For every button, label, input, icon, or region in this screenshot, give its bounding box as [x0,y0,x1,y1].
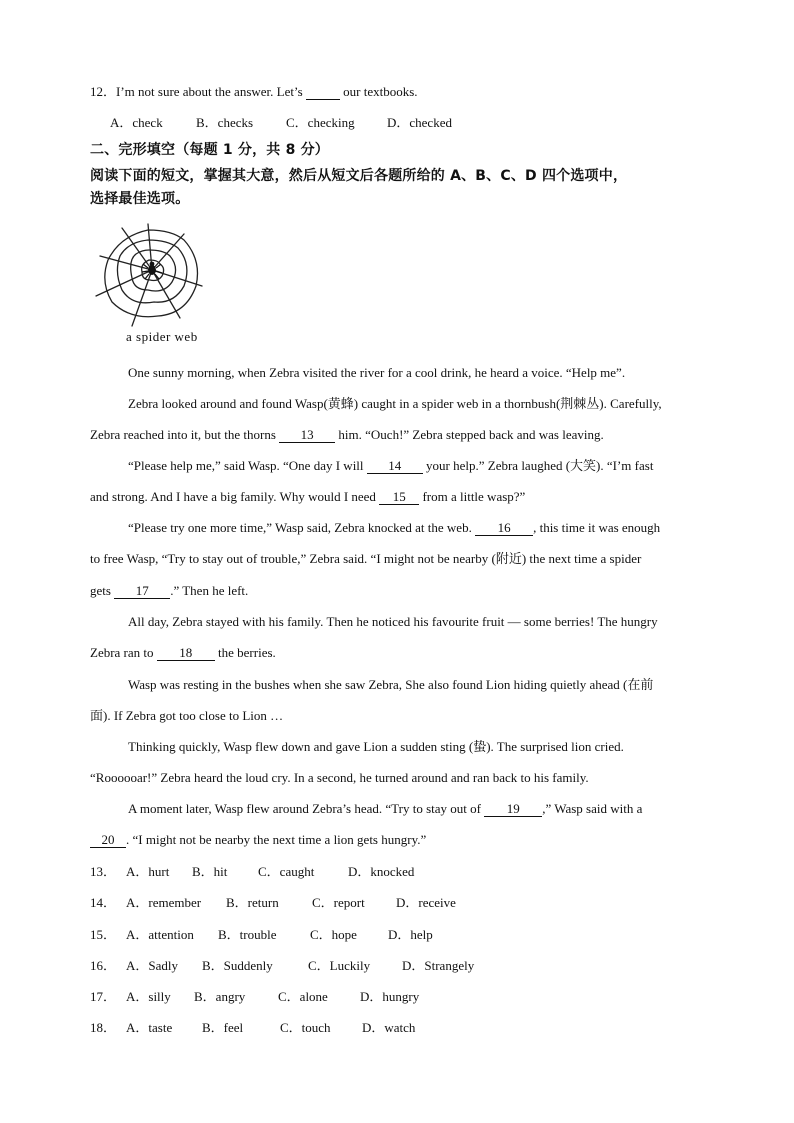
passage-paragraph-4b: to free Wasp, “Try to stay out of trouble,” Zebra said. “I might not be nearby (附近) the next time a spider [90,551,642,566]
p4c-after: .” Then he left. [170,583,249,598]
q16-option-d: D．Strangely [402,958,475,973]
blank-15: 15 [379,490,419,505]
q14-option-c: C．report [312,895,365,910]
q12-option-c: C．checking [286,115,355,130]
question-14 [90,894,704,912]
q13-option-a: A．hurt [126,864,170,879]
q13-option-d: D．knocked [348,864,415,879]
passage-paragraph-3b [90,488,704,506]
p2b-after: him. “Ouch!” Zebra stepped back and was leaving. [338,427,604,442]
q17-option-a: A．silly [126,989,171,1004]
q12-blank [306,85,340,100]
q14-number: 14． [90,895,117,910]
q12-stem-after: our textbooks. [343,84,418,99]
p5b-after: the berries. [218,645,276,660]
p2b-before: Zebra reached into it, but the thorns [90,427,276,442]
passage-paragraph-8b [90,831,704,849]
p5b-before: Zebra ran to [90,645,154,660]
question-12-stem [90,83,704,101]
question-12-options [110,114,724,132]
question-16 [90,957,704,975]
q18-number: 18． [90,1020,117,1035]
q15-option-a: A．attention [126,927,194,942]
question-13 [90,863,704,881]
q12-option-a: A．check [110,115,163,130]
passage-paragraph-7b: “Roooooar!” Zebra heard the loud cry. In a second, he turned around and ran back to his family. [90,770,589,785]
q13-option-c: C．caught [258,864,315,879]
q14-option-b: B．return [226,895,279,910]
blank-14: 14 [367,459,423,474]
question-18 [90,1019,704,1037]
blank-20: 20 [90,833,126,848]
q18-option-d: D．watch [362,1020,416,1035]
q18-option-c: C．touch [280,1020,331,1035]
section-heading: 二、完形填空（每题 1 分，共 8 分） [90,142,329,158]
passage-paragraph-2b [90,426,704,444]
p8a-after: ,” Wasp said with a [542,801,643,816]
question-17 [90,988,704,1006]
q15-option-b: B．trouble [218,927,277,942]
q14-option-a: A．remember [126,895,202,910]
passage-paragraph-3a [90,457,742,475]
passage-paragraph-6a: Wasp was resting in the bushes when she saw Zebra, She also found Lion hiding quietly ahead (在前 [128,677,654,692]
section-instruction-2: 选择最佳选项。 [90,191,190,207]
passage-paragraph-5b [90,644,704,662]
q16-option-b: B．Suddenly [202,958,273,973]
q17-option-b: B．angry [194,989,246,1004]
q17-number: 17． [90,989,117,1004]
q12-option-b: B．checks [196,115,254,130]
blank-18: 18 [157,646,215,661]
figure-caption: a spider web [126,329,198,344]
q12-stem-before: 12．I’m not sure about the answer. Let’s [90,84,303,99]
p8a-before: A moment later, Wasp flew around Zebra’s head. “Try to stay out of [128,801,481,816]
q17-option-c: C．alone [278,989,328,1004]
p3b-after: from a little wasp?” [422,489,526,504]
q18-option-b: B．feel [202,1020,244,1035]
q13-number: 13． [90,864,117,879]
q13-option-b: B．hit [192,864,228,879]
passage-paragraph-8a [90,800,742,818]
passage-paragraph-1: One sunny morning, when Zebra visited the river for a cool drink, he heard a voice. “Help me”. [128,365,626,380]
passage-paragraph-2a: Zebra looked around and found Wasp(黄蜂) caught in a spider web in a thornbush(荆棘丛). Carefully, [128,396,662,411]
passage-paragraph-5a: All day, Zebra stayed with his family. Then he noticed his favourite fruit — some berries! The hungry [128,614,658,629]
q16-number: 16． [90,958,117,973]
blank-19: 19 [484,802,542,817]
p3a-before: “Please help me,” said Wasp. “One day I will [128,458,364,473]
q17-option-d: D．hungry [360,989,420,1004]
p4a-after: , this time it was enough [533,520,661,535]
passage-paragraph-4a [90,519,742,537]
blank-17: 17 [114,584,170,599]
blank-13: 13 [279,428,335,443]
p3a-after: your help.” Zebra laughed (大笑). “I’m fast [426,458,654,473]
question-15 [90,926,704,944]
passage-paragraph-6b: 面). If Zebra got too close to Lion … [90,708,284,723]
q18-option-a: A．taste [126,1020,173,1035]
passage-paragraph-4c [90,582,704,600]
q15-number: 15． [90,927,117,942]
p8b-after: . “I might not be nearby the next time a lion gets hungry.” [126,832,427,847]
blank-16: 16 [475,521,533,536]
p4a-before: “Please try one more time,” Wasp said, Zebra knocked at the web. [128,520,472,535]
p3b-before: and strong. And I have a big family. Why would I need [90,489,376,504]
spider-web-icon [92,222,206,346]
q12-option-d: D．checked [387,115,452,130]
q15-option-c: C．hope [310,927,357,942]
section-instruction-1: 阅读下面的短文，掌握其大意，然后从短文后各题所给的 A、B、C、D 四个选项中， [90,168,628,184]
passage-paragraph-7a: Thinking quickly, Wasp flew down and gave Lion a sudden sting (蛰). The surprised lion cried. [128,739,624,754]
p4c-before: gets [90,583,111,598]
q14-option-d: D．receive [396,895,456,910]
q15-option-d: D．help [388,927,433,942]
q16-option-a: A．Sadly [126,958,179,973]
q16-option-c: C．Luckily [308,958,371,973]
